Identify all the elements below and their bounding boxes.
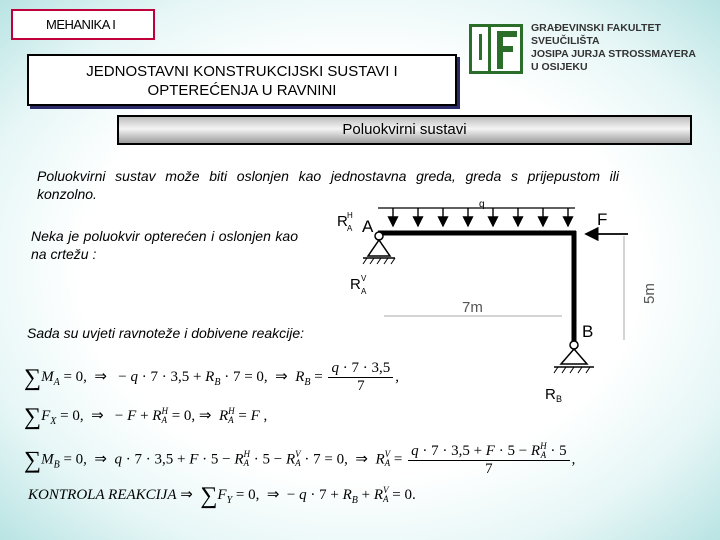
equation-control: KONTROLA REAKCIJA ⇒ $\sum F_Y = 0$, ⇒ − $q \cdot 7 + R_B + R$ V A = 0. [28,483,416,509]
institution-line: SVEUČILIŠTA [531,35,600,47]
svg-text:B: B [556,394,563,404]
reaction-av [350,274,367,296]
institution-line: U OSIJEKU [531,61,588,73]
equation-moment-b: $\sum M_B = 0$, ⇒ q · 7 · 3,5 + F · 5 − R H A · 5 − R V A · 7 = 0, ⇒ R V A = q · 7 · 3,5 + F · 5 − R H A · 5 7 , [24,441,576,477]
section-title: Poluokvirni sustavi [117,115,692,145]
length-7m-label: 7m [462,299,483,316]
force-label: F [597,210,608,229]
conditions-paragraph: Sada su uvjeti ravnoteže i dobivene reakcije: [27,325,305,341]
reaction-b [545,386,562,404]
svg-text:A: A [347,224,353,233]
equation-moment-a: $\sum M_A = 0$, ⇒ − $q \cdot 7 \cdot 3,5 + R_B \cdot 7 = 0$, ⇒ $R_B$ = $\frac{q \cdot 7 \cdot 3,5}{7}$ , [24,360,399,394]
reaction-ah [337,211,353,233]
distributed-load [378,208,575,226]
support-a [363,232,395,264]
institution-line: JOSIPA JURJA STROSSMAYERA [531,48,696,60]
intro-paragraph: Poluokvirni sustav može biti oslonjen kao jednostavna greda, greda s prijepustom ili konzolno. [37,168,619,202]
svg-text:A: A [361,287,367,296]
load-label: q [479,199,485,210]
svg-text:R: R [337,213,348,230]
title-line-1: JEDNOSTAVNI KONSTRUKCIJSKI SUSTAVI I [86,63,398,80]
course-label: MEHANIKA I [11,9,155,40]
support-b [554,341,594,373]
svg-text:R: R [350,276,361,293]
point-a-label: A [362,217,374,236]
institution-line: GRAĐEVINSKI FAKULTET [531,22,661,34]
point-b-label: B [582,322,594,341]
length-5m-label: 5m [641,283,658,304]
loading-paragraph: Neka je poluokvir opterećen i oslonjen kao na crtežu : [31,228,298,262]
equation-sum-fx: $\sum F_X = 0$, ⇒ − F + R H A = 0, ⇒ R H A = F , [24,404,268,430]
title-line-2: OPTEREĆENJA U RAVNINI [147,82,337,99]
control-label: KONTROLA REAKCIJA [28,487,177,503]
svg-text:H: H [347,211,353,220]
svg-text:V: V [361,274,367,283]
frame-members [378,231,576,342]
svg-text:R: R [545,386,556,403]
